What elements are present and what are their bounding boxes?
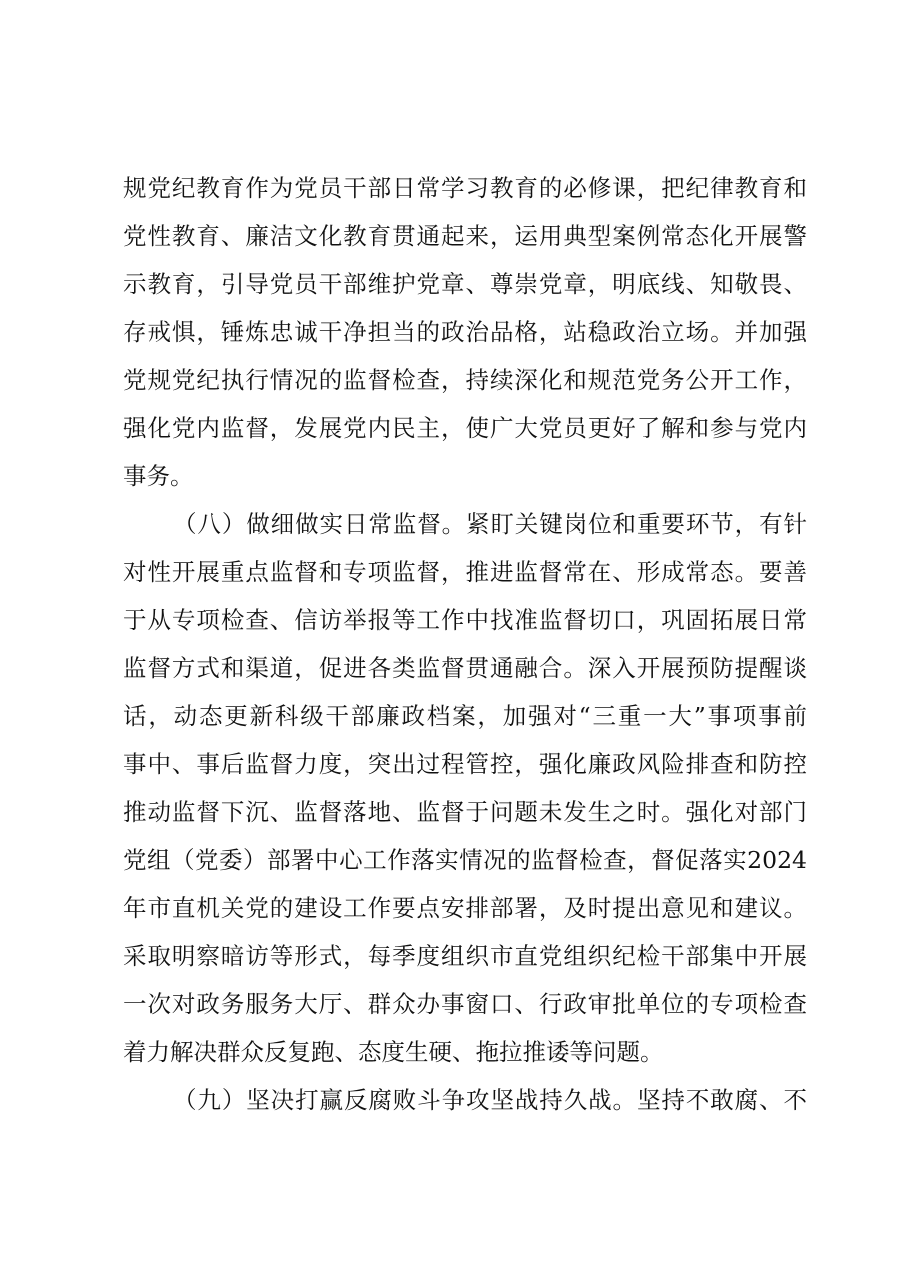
text-line: 规党纪教育作为党员干部日常学习教育的必修课，把纪律教育和: [123, 174, 807, 202]
text-line: 党性教育、廉洁文化教育贯通起来，运用典型案例常态化开展警: [123, 222, 807, 250]
text-line: 一次对政务服务大厅、群众办事窗口、行政审批单位的专项检查: [123, 990, 807, 1018]
text-line: 监督方式和渠道，促进各类监督贯通融合。深入开展预防提醒谈: [123, 654, 807, 682]
text-line: 话，动态更新科级干部廉政档案，加强对“三重一大”事项事前: [123, 702, 807, 730]
text-line: 着力解决群众反复跑、态度生硬、拖拉推诿等问题。: [123, 1038, 664, 1066]
section-heading-line: （九）坚决打赢反腐败斗争攻坚战持久战。坚持不敢腐、不: [173, 1086, 807, 1114]
text-line: 对性开展重点监督和专项监督，推进监督常在、形成常态。要善: [123, 558, 807, 586]
text-line: 事中、事后监督力度，突出过程管控，强化廉政风险排查和防控: [123, 750, 807, 778]
text-line: 年市直机关党的建设工作要点安排部署，及时提出意见和建议。: [123, 894, 807, 922]
section-heading-line: （八）做细做实日常监督。紧盯关键岗位和重要环节，有针: [173, 510, 807, 538]
text-line: 党规党纪执行情况的监督检查，持续深化和规范党务公开工作，: [123, 366, 807, 394]
text-line: 采取明察暗访等形式，每季度组织市直党组织纪检干部集中开展: [123, 942, 807, 970]
body-text: [123, 164, 807, 1124]
text-line: 推动监督下沉、监督落地、监督于问题未发生之时。强化对部门: [123, 798, 807, 826]
text-line: 强化党内监督，发展党内民主，使广大党员更好了解和参与党内: [123, 414, 807, 442]
text-line: 事务。: [123, 462, 194, 490]
text-line: 党组（党委）部署中心工作落实情况的监督检查，督促落实2024: [123, 846, 807, 874]
text-line: 存戒惧，锤炼忠诚干净担当的政治品格，站稳政治立场。并加强: [123, 318, 807, 346]
text-line: 于从专项检查、信访举报等工作中找准监督切口，巩固拓展日常: [123, 606, 807, 634]
text-line: 示教育，引导党员干部维护党章、尊崇党章，明底线、知敬畏、: [123, 270, 807, 298]
